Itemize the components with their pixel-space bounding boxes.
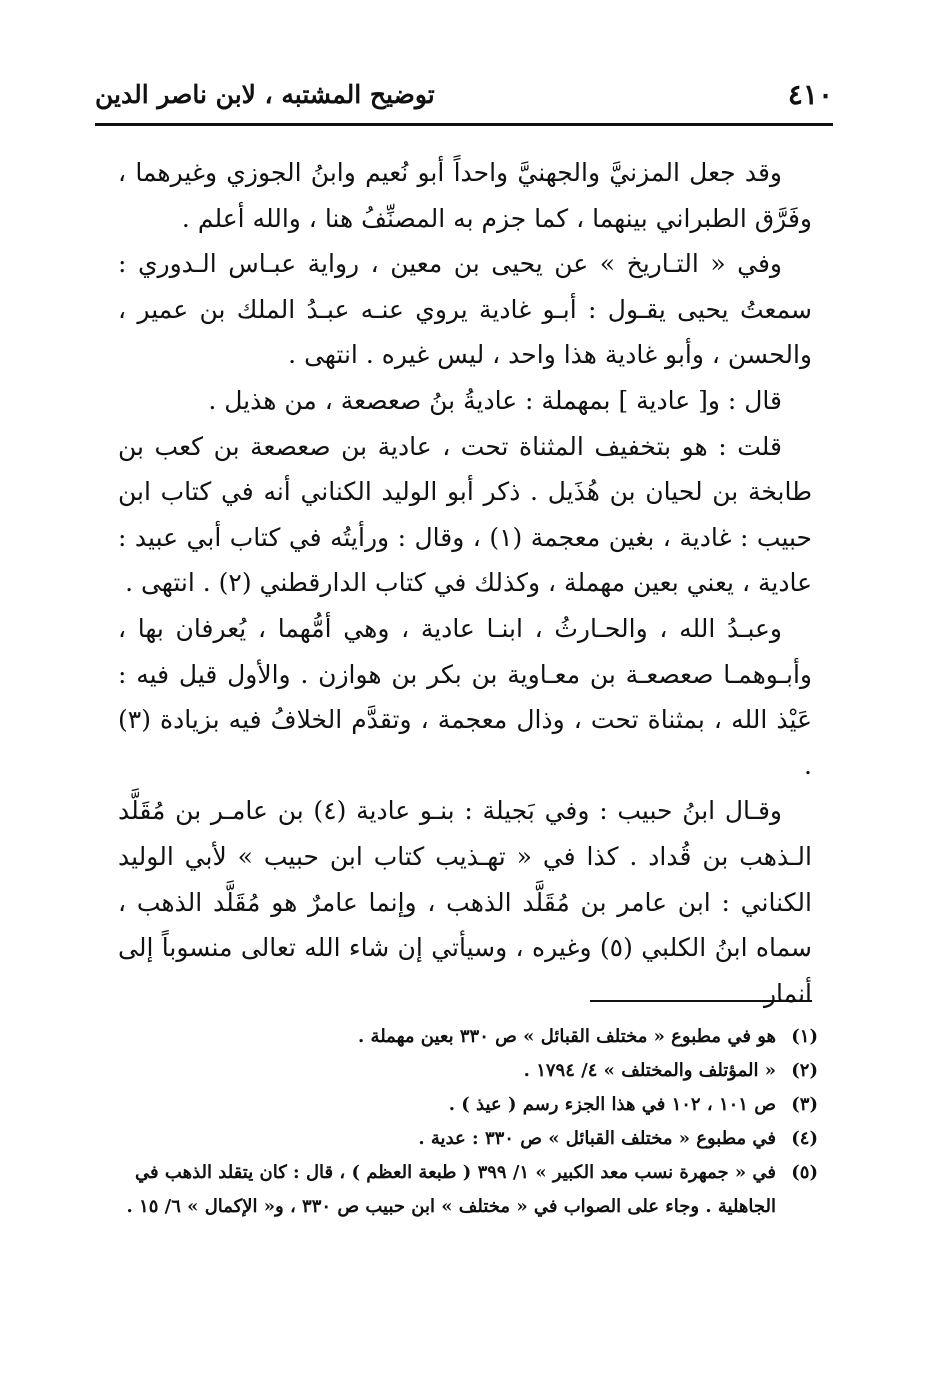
running-title: توضيح المشتبه ، لابن ناصر الدين	[95, 80, 435, 109]
paragraph: قال : و[ عادية ] بمهملة : عاديةُ بنُ صعصعة ، من هذيل .	[208, 385, 782, 415]
footnote-text: في مطبوع « مختلف القبائل » ص ٣٣٠ : عدية .	[418, 1128, 776, 1149]
footnote-number: (٢)	[791, 1060, 818, 1081]
footnote-rule	[590, 1000, 812, 1002]
page-header	[95, 72, 833, 120]
footnote-text: « المؤتلف والمختلف » ٤/ ١٧٩٤ .	[523, 1060, 776, 1081]
footnote-text: هو في مطبوع « مختلف القبائل » ص ٣٣٠ بعين مهملة .	[358, 1026, 776, 1047]
footnote-item	[118, 1054, 818, 1088]
footnote-item	[118, 1156, 818, 1224]
paragraph: وقـال ابنُ حبيب : وفي بَجيلة : بنـو عادية (٤) بن عامـر بن مُقَلَّد الـذهب بن قُداد . كذا في « تهـذيب كتاب ابن حبيب » لأبي الوليد الكناني : ابن عامر بن مُقَلَّد الذهب ، وإنما عامرٌ هو مُقَلَّد الذهب ، سماه ابنُ الكلبي (٥) وغيره ، وسيأتي إن شاء الله تعالى منسوباً إلى أنمار	[118, 796, 812, 1008]
footnote-item	[118, 1020, 818, 1054]
main-text	[118, 150, 812, 1016]
footnote-number: (١)	[791, 1026, 818, 1047]
footnote-text: ص ١٠١ ، ١٠٢ في هذا الجزء رسم ( عيذ ) .	[448, 1094, 776, 1115]
header-rule	[95, 123, 833, 126]
footnote-number: (٣)	[791, 1094, 818, 1115]
footnote-number: (٤)	[791, 1128, 818, 1149]
page-number: ٤١٠	[787, 78, 833, 111]
paragraph: وفي « التـاريخ » عن يحيى بن معين ، رواية عبـاس الـدوري : سمعتُ يحيى يقـول : أبـو غادية يروي عنـه عبـدُ الملك بن عمير ، والحسن ، وأبو غادية هذا واحد ، ليس غيره . انتهى .	[118, 249, 812, 370]
paragraph: قلت : هو بتخفيف المثناة تحت ، عادية بن صعصعة بن كعب بن طابخة بن لحيان بن هُذَيل . ذكر أبو الوليد الكناني أنه في كتاب ابن حبيب : غادية ، بغين معجمة (١) ، وقال : ورأيتُه في كتاب أبي عبيد : عادية ، يعني بعين مهملة ، وكذلك في كتاب الدارقطني (٢) . انتهى .	[118, 431, 812, 598]
footnote-number: (٥)	[791, 1162, 818, 1183]
paragraph: وعبـدُ الله ، والحـارثُ ، ابنـا عادية ، وهي أمُّهما ، يُعرفان بها ، وأبـوهمـا صعصعـة بن معـاوية بن بكر بن هوازن . والأول قيل فيه : عَيْذ الله ، بمثناة تحت ، وذال معجمة ، وتقدَّم الخلافُ فيه بزيادة (٣) .	[118, 613, 812, 780]
footnote-item	[118, 1088, 818, 1122]
footnote-item	[118, 1122, 818, 1156]
footnote-text: في « جمهرة نسب معد الكبير » ١/ ٣٩٩ ( طبعة العظم ) ، قال : كان يتقلد الذهب في الجاهلية . وجاء على الصواب في « مختلف » ابن حبيب ص ٣٣٠ ، و« الإكمال » ٦/ ١٥ .	[126, 1162, 776, 1217]
footnotes	[118, 1020, 818, 1224]
paragraph: وقد جعل المزنيَّ والجهنيَّ واحداً أبو نُعيم وابنُ الجوزي وغيرهما ، وفَرَّق الطبراني بينهما ، كما جزم به المصنِّفُ هنا ، والله أعلم .	[118, 158, 812, 233]
